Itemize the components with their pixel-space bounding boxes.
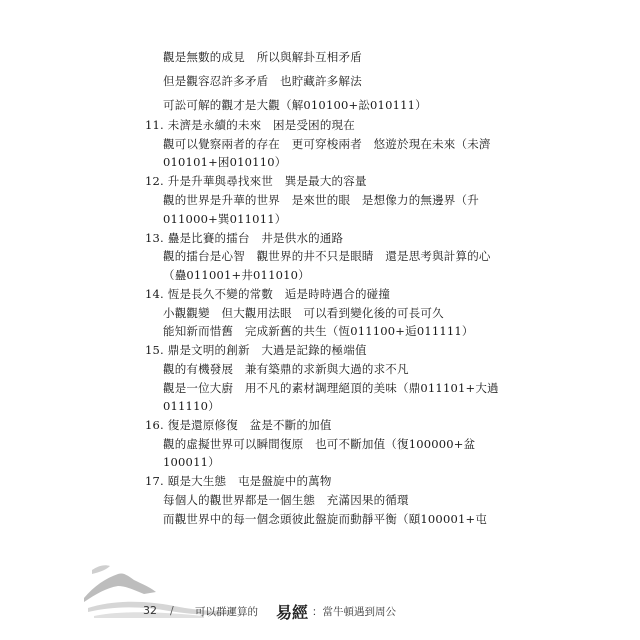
text-line: 觀是一位大廚 用不凡的素材調理絕頂的美味（鼎011101+大過: [163, 381, 499, 395]
text-line: 而觀世界中的每一個念頭彼此盤旋而動靜平衡（頤100001+屯: [163, 512, 488, 526]
page-number: 32: [143, 604, 157, 617]
list-item-heading: 15. 鼎是文明的創新 大過是記錄的極端值: [145, 343, 367, 357]
text-line: 觀是無數的成見 所以與解卦互相矛盾: [163, 50, 362, 64]
text-line: 100011）: [163, 455, 220, 469]
page-footer: [0, 604, 640, 624]
footer-book-title: 易經: [276, 603, 309, 622]
text-line: 觀的世界是升華的世界 是來世的眼 是想像力的無邊界（升: [163, 193, 479, 207]
text-line: 能知新而惜舊 完成新舊的共生（恆011100+逅011111）: [163, 324, 474, 338]
list-item-heading: 12. 升是升華與尋找來世 巽是最大的容量: [145, 174, 367, 188]
list-item-heading: 14. 恆是長久不變的常數 逅是時時遇合的碰撞: [145, 287, 391, 301]
footer-subtitle: ：當牛頓遇到周公: [312, 606, 396, 618]
text-line: 但是觀容忍許多矛盾 也貯藏許多解法: [163, 74, 362, 88]
text-line: 011000+巽011011）: [163, 212, 287, 226]
text-line: 觀的虛擬世界可以瞬間復原 也可不斷加值（復100000+盆: [163, 437, 476, 451]
list-item-heading: 13. 蠱是比賽的擂台 井是供水的通路: [145, 231, 344, 245]
text-line: 觀的擂台是心智 觀世界的井不只是眼睛 還是思考與計算的心: [163, 249, 491, 263]
text-line: 010101+困010110）: [163, 155, 287, 169]
list-item-heading: 11. 未濟是永續的未來 困是受困的現在: [145, 118, 355, 132]
list-item-heading: 17. 頤是大生態 屯是盤旋中的萬物: [145, 474, 332, 488]
text-line: 可訟可解的觀才是大觀（解010100+訟010111）: [163, 98, 427, 112]
text-line: 小觀觀變 但大觀用法眼 可以看到變化後的可長可久: [163, 306, 444, 320]
text-line: 觀的有機發展 兼有築鼎的求新與大過的求不凡: [163, 362, 409, 376]
text-line: 每個人的觀世界都是一個生態 充滿因果的循環: [163, 493, 409, 507]
list-item-heading: 16. 復是還原修復 盆是不斷的加值: [145, 418, 332, 432]
text-line: （蠱011001+井011010）: [163, 268, 310, 282]
text-line: 觀可以覺察兩者的存在 更可穿梭兩者 悠遊於現在未來（未濟: [163, 137, 491, 151]
text-line: 011110）: [163, 399, 220, 413]
footer-text-before: 可以群運算的: [195, 606, 258, 618]
footer-separator: /: [170, 604, 174, 617]
